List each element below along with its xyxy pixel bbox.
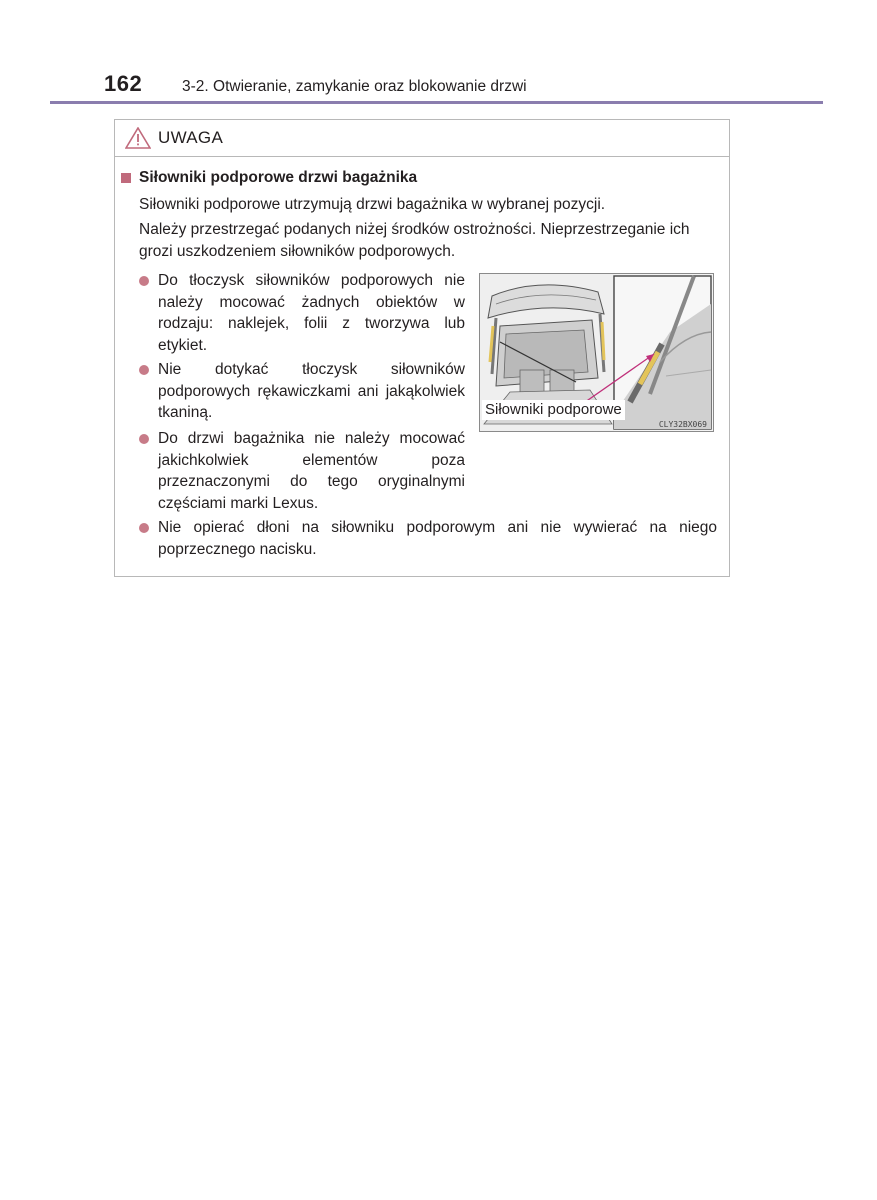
bullet-dot-icon [139,523,149,533]
subheading-text: Siłowniki podporowe drzwi bagażnika [139,169,418,186]
bullet-dot-icon [139,365,149,375]
figure-callout-label: Siłowniki podporowe [482,400,625,420]
list-item [139,270,465,356]
list-item-text: Nie dotykać tłoczysk siłowników podporowych rękawiczkami ani jakąkolwiek tkaniną. [158,361,465,421]
paragraph: Siłowniki podporowe utrzymują drzwi bagażnika w wybranej pozycji. [139,196,606,213]
paragraph: Należy przestrzegać podanych niżej środków ostrożności. Nieprzestrzeganie ich grozi uszkodzeniem siłowników podporowych. [139,221,690,260]
list-item-text: Nie opierać dłoni na siłowniku podporowym ani nie wywierać na niego poprzecznego nacisku. [158,519,717,558]
warning-title: UWAGA [158,128,224,147]
list-item-text: Do drzwi bagażnika nie należy mocować jakichkolwiek elementów poza przeznaczonymi do tego oryginalnymi częściami marki Lexus. [158,430,465,512]
bullet-dot-icon [139,276,149,286]
strut-illustration [479,273,714,432]
warning-triangle-icon [125,127,151,149]
list-item [139,517,717,560]
list-item [139,359,465,424]
warning-subheading [121,169,417,187]
square-bullet-icon [121,173,131,183]
page-number: 162 [104,71,143,96]
bullet-dot-icon [139,434,149,444]
warning-box [114,119,730,577]
figure-code: CLY32BX069 [658,420,707,429]
warning-header [115,120,729,157]
page-header [0,0,877,110]
list-item-text: Do tłoczysk siłowników podporowych nie należy mocować żadnych obiektów w rodzaju: naklejek, folii z tworzywa lub etykiet. [158,272,465,354]
section-title: 3-2. Otwieranie, zamykanie oraz blokowanie drzwi [182,78,527,95]
header-rule [50,101,823,104]
list-item [139,428,465,514]
